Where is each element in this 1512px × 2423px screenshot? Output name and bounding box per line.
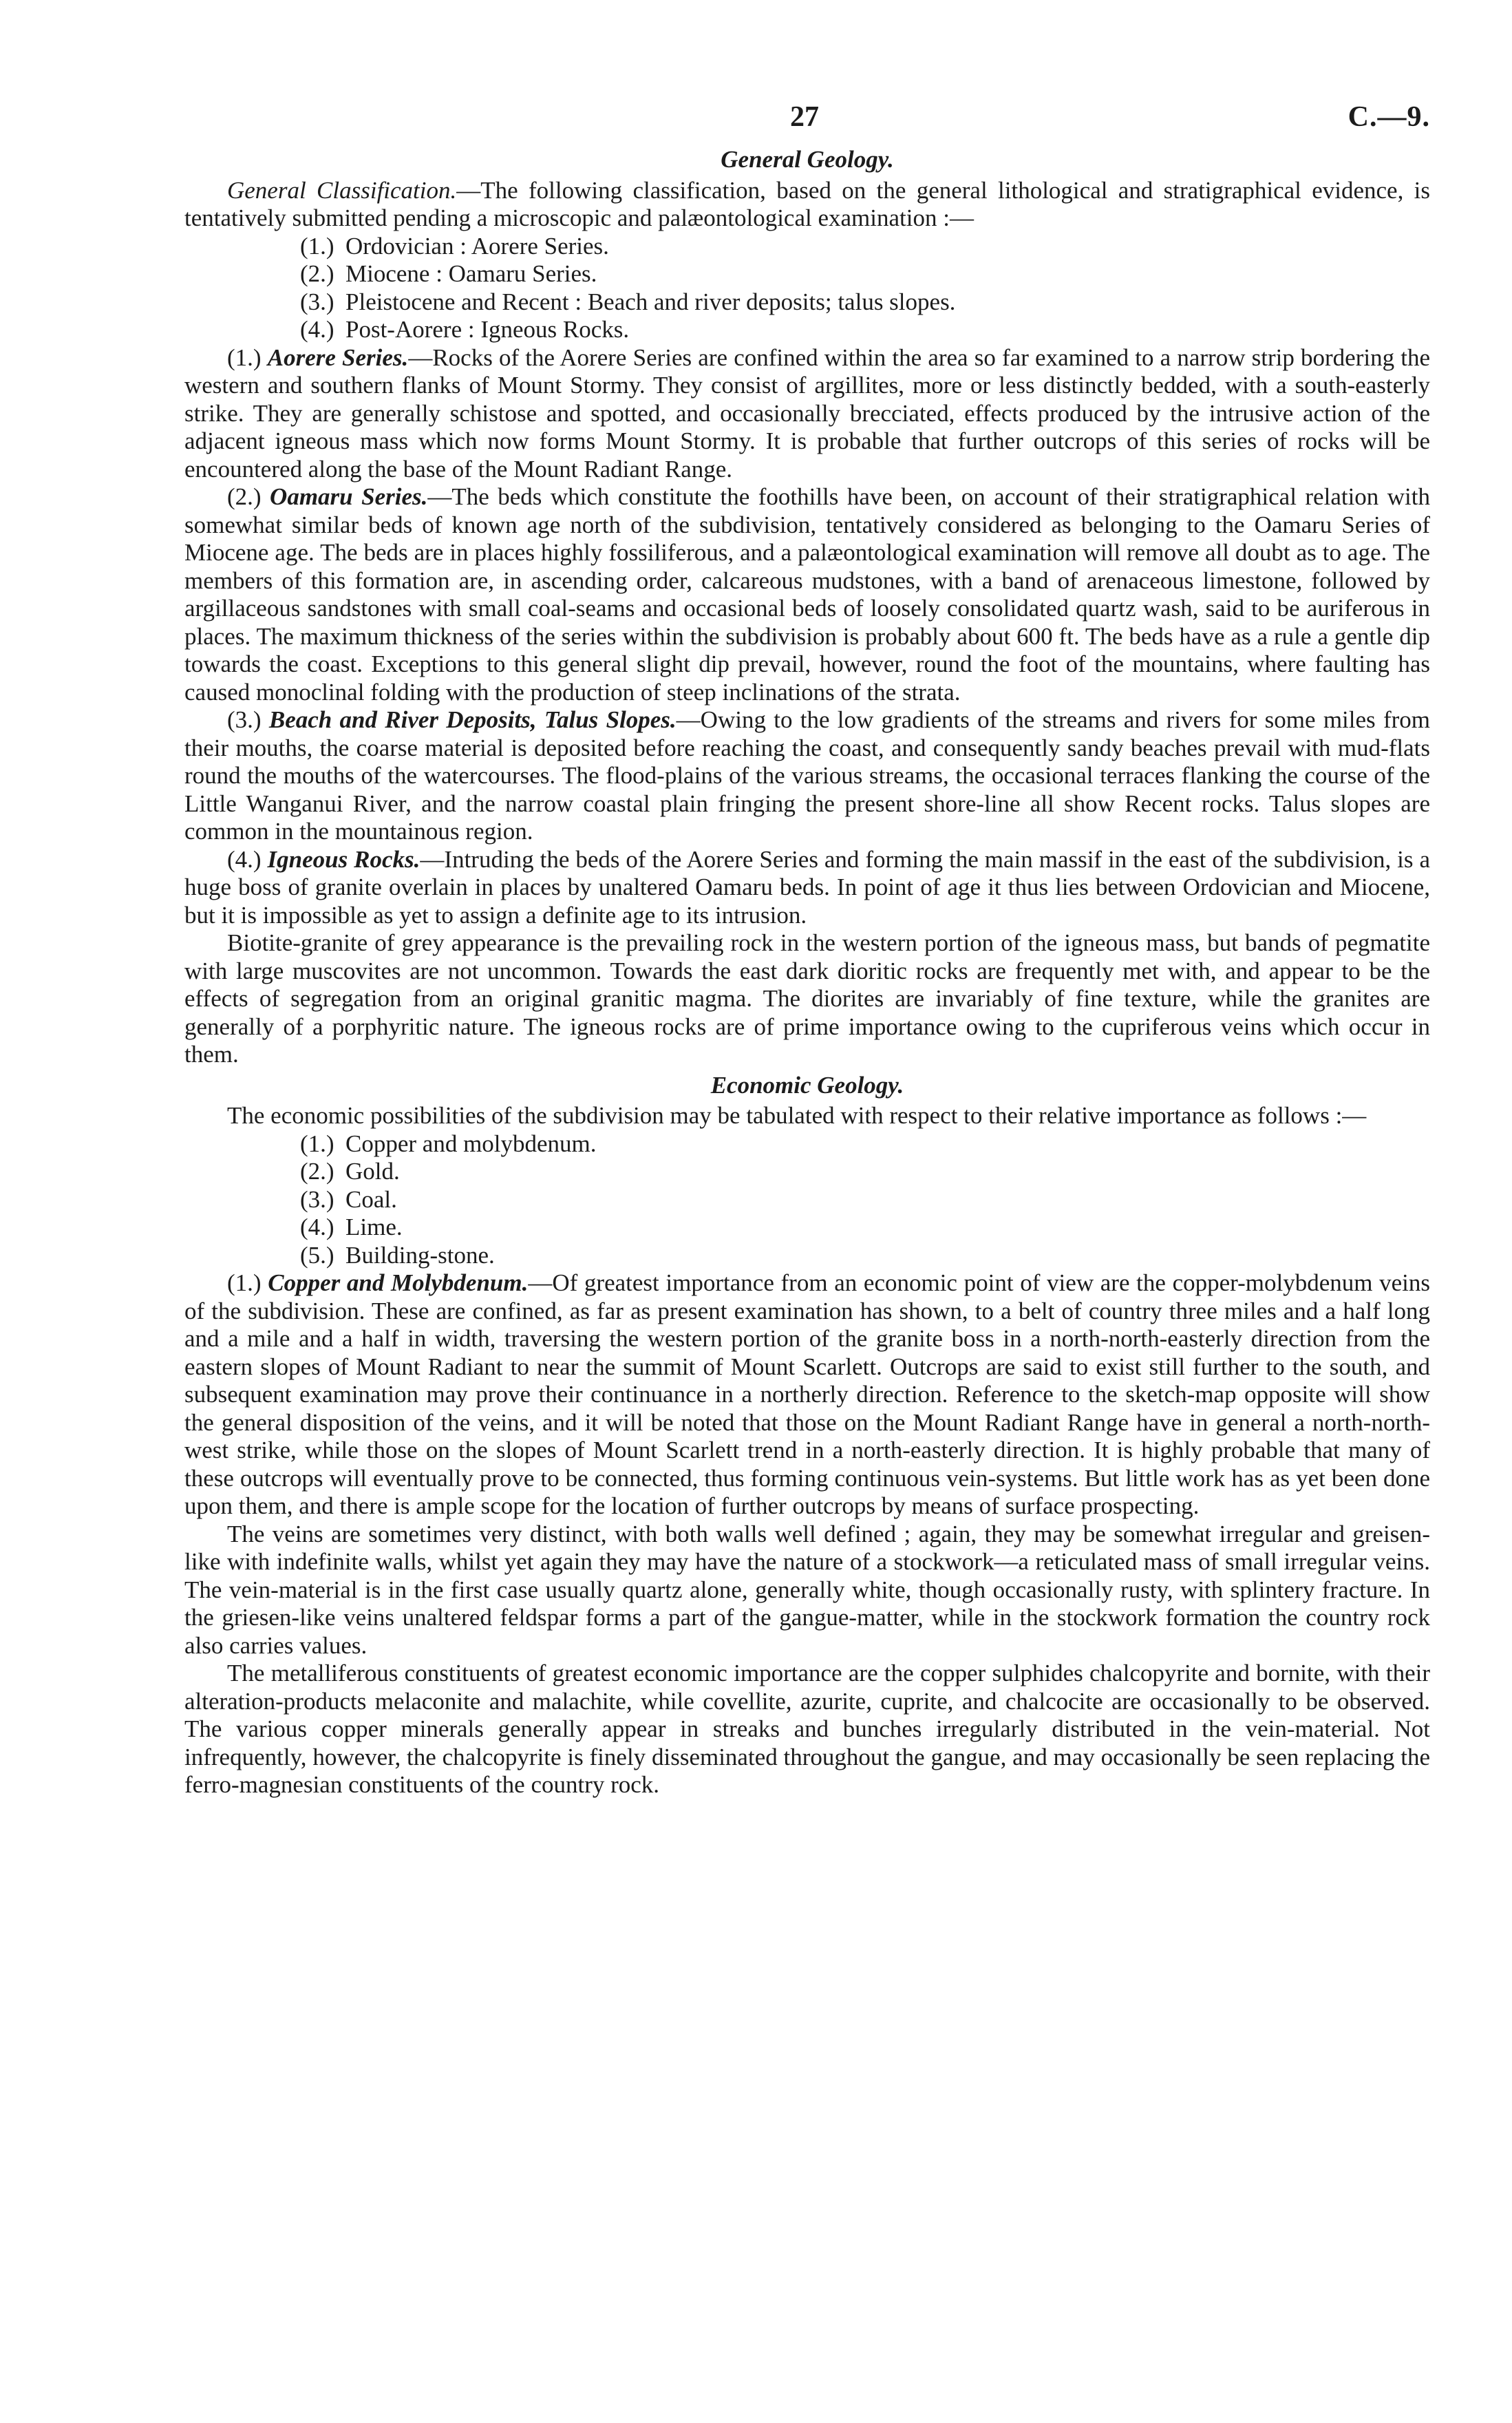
list-item xyxy=(300,1186,1430,1214)
copper-molybdenum-paragraph xyxy=(184,1269,1430,1521)
beach-deposits-lead: Beach and River Deposits, Talus Slopes. xyxy=(268,706,677,733)
copper-molybdenum-text: —Of greatest importance from an economic point of view are the copper-molybdenum veins of the subdivision. These are confined, as far as present examination has shown, to a belt of country three miles and a half long and a mile and a half in width, traversing the western portion of the granite boss in a north-north-easterly direction from the eastern slopes of Mount Radiant to near the summit of Mount Scarlett. Outcrops are said to exist still further to the south, and subsequent examination may prove their continuance in a northerly direction. Reference to the sketch-map opposite will show the general disposition of the veins, and it will be noted that those on the Mount Radiant Range have in general a north-north-west strike, while those on the slopes of Mount Scarlett trend in a north-easterly direction. It is highly probable that many of these outcrops will eventually prove to be connected, thus forming continuous vein-systems. But little work has as yet been done upon them, and there is ample scope for the location of further outcrops by means of surface prospecting. xyxy=(184,1269,1430,1519)
section-number: (1.) xyxy=(227,343,262,371)
list-item xyxy=(300,260,1430,288)
list-item-number: (5.) xyxy=(300,1241,334,1269)
list-item-number: (2.) xyxy=(300,260,334,287)
biotite-granite-paragraph: Biotite-granite of grey appearance is the prevailing rock in the western portion of the igneous mass, but bands of pegmatite with large muscovites are not uncommon. Towards the east dark dioritic rocks are frequently met with, and appear to be the effects of segregation from an original granitic magma. The diorites are invariably of fine texture, while the granites are generally of a porphyritic nature. The igneous rocks are of prime importance owing to the cupriferous veins which occur in them. xyxy=(184,929,1430,1068)
list-item-text: Gold. xyxy=(345,1158,400,1185)
general-classification-paragraph xyxy=(184,177,1430,233)
oamaru-series-lead: Oamaru Series. xyxy=(270,483,428,510)
list-item-text: Miocene : Oamaru Series. xyxy=(345,260,597,287)
list-item-number: (3.) xyxy=(300,1185,334,1213)
list-item-number: (3.) xyxy=(300,288,334,315)
list-item-text: Ordovician : Aorere Series. xyxy=(345,232,609,260)
list-item-text: Pleistocene and Recent : Beach and river deposits; talus slopes. xyxy=(345,288,956,315)
list-item xyxy=(300,316,1430,344)
list-item xyxy=(300,1158,1430,1186)
list-item-number: (2.) xyxy=(300,1158,334,1185)
aorere-series-text: —Rocks of the Aorere Series are confined within the area so far examined to a narrow strip bordering the western and southern flanks of Mount Stormy. They consist of argillites, more or less distinctly bedded, with a south-easterly strike. They are generally schistose and spotted, and occasionally brecciated, effects produced by the intrusive action of the adjacent igneous mass which now forms Mount Stormy. It is probable that further outcrops of this series of rocks will be encountered along the base of the Mount Radiant Range. xyxy=(184,343,1431,483)
page-header xyxy=(184,103,1430,146)
list-item-number: (4.) xyxy=(300,316,334,343)
document-code: C.—9. xyxy=(1348,101,1430,133)
economic-list xyxy=(300,1130,1430,1270)
list-item-text: Building-stone. xyxy=(345,1241,495,1269)
general-classification-lead: General Classification. xyxy=(227,176,457,204)
list-item-text: Copper and molybdenum. xyxy=(345,1130,597,1157)
document-page xyxy=(184,103,1430,1799)
section-number: (1.) xyxy=(227,1269,262,1296)
copper-molybdenum-lead: Copper and Molybdenum. xyxy=(268,1269,529,1296)
list-item-text: Coal. xyxy=(345,1185,397,1213)
oamaru-series-paragraph xyxy=(184,483,1430,706)
beach-deposits-text: —Owing to the low gradients of the streams and rivers for some miles from their mouths, the coarse material is deposited before reaching the coast, and consequently sandy beaches prevail with mud-flats round the mouths of the watercourses. The flood-plains of the various streams, the occasional terraces flanking the course of the Little Wanganui River, and the narrow coastal plain fringing the present shore-line all show Recent rocks. Talus slopes are common in the mountainous region. xyxy=(184,706,1430,845)
igneous-rocks-lead: Igneous Rocks. xyxy=(267,845,420,873)
aorere-series-lead: Aorere Series. xyxy=(267,343,409,371)
economic-intro-paragraph: The economic possibilities of the subdivision may be tabulated with respect to their relative importance as follows :— xyxy=(227,1102,1367,1129)
general-classification-text: —The following classification, based on the general lithological and stratigraphical evidence, is tentatively submitted pending a microscopic and palæontological examination :— xyxy=(184,176,1431,231)
list-item-text: Lime. xyxy=(345,1214,403,1240)
metalliferous-paragraph: The metalliferous constituents of greatest economic importance are the copper sulphides chalcopyrite and bornite, with their alteration-products melaconite and malachite, while covellite, azurite, cuprite, and chalcocite are occasionally to be observed. The various copper minerals generally appear in streaks and bunches irregularly distributed in the vein-material. Not infrequently, however, the chalcopyrite is finely disseminated throughout the gangue, and may occasionally be seen replacing the ferro-magnesian constituents of the country rock. xyxy=(184,1660,1430,1798)
igneous-rocks-paragraph xyxy=(184,846,1430,930)
oamaru-series-text: —The beds which constitute the foothills have been, on account of their stratigraphical relation with somewhat similar beds of known age north of the subdivision, tentatively considered as belonging to the Oamaru Series of Miocene age. The beds are in places highly fossiliferous, and a palæontological examination will remove all doubt as to age. The members of this formation are, in ascending order, calcareous mudstones, with a band of arenaceous limestone, followed by argillaceous sandstones with small coal-seams and occasional beds of loosely consolidated quartz wash, said to be auriferous in places. The maximum thickness of the series within the subdivision is probably about 600 ft. The beds have as a rule a gentle dip towards the coast. Exceptions to this general slight dip prevail, however, round the foot of the mountains, where faulting has caused monoclinal folding with the production of steep inclinations of the strata. xyxy=(184,483,1431,706)
list-item xyxy=(300,1214,1430,1242)
list-item xyxy=(300,288,1430,317)
section-number: (4.) xyxy=(227,845,262,873)
section-number: (3.) xyxy=(227,706,262,733)
veins-paragraph: The veins are sometimes very distinct, with both walls well defined ; again, they may be somewhat irregular and greisen-like with indefinite walls, whilst yet again they may have the nature of a stockwork—a reticulated mass of small irregular veins. The vein-material is in the first case usually quartz alone, generally white, though occasionally rusty, with splintery fracture. In the griesen-like veins unaltered feldspar forms a part of the gangue-matter, while in the stockwork formation the country rock also carries values. xyxy=(184,1520,1430,1659)
general-geology-heading: General Geology. xyxy=(721,146,894,173)
list-item xyxy=(300,1242,1430,1270)
list-item-number: (1.) xyxy=(300,1130,334,1157)
aorere-series-paragraph xyxy=(184,344,1430,484)
list-item-number: (4.) xyxy=(300,1214,334,1240)
page-number: 27 xyxy=(790,101,819,133)
list-item xyxy=(300,233,1430,261)
igneous-rocks-text: —Intruding the beds of the Aorere Series and forming the main massif in the east of the subdivision, is a huge boss of granite overlain in places by unaltered Oamaru beds. In point of age it thus lies between Ordovician and Miocene, but it is impossible as yet to assign a definite age to its intrusion. xyxy=(184,845,1430,929)
list-item-number: (1.) xyxy=(300,232,334,260)
list-item-text: Post-Aorere : Igneous Rocks. xyxy=(345,316,630,343)
section-number: (2.) xyxy=(227,483,262,510)
beach-deposits-paragraph xyxy=(184,706,1430,846)
classification-list xyxy=(300,233,1430,344)
list-item xyxy=(300,1130,1430,1158)
economic-geology-heading: Economic Geology. xyxy=(710,1071,904,1099)
